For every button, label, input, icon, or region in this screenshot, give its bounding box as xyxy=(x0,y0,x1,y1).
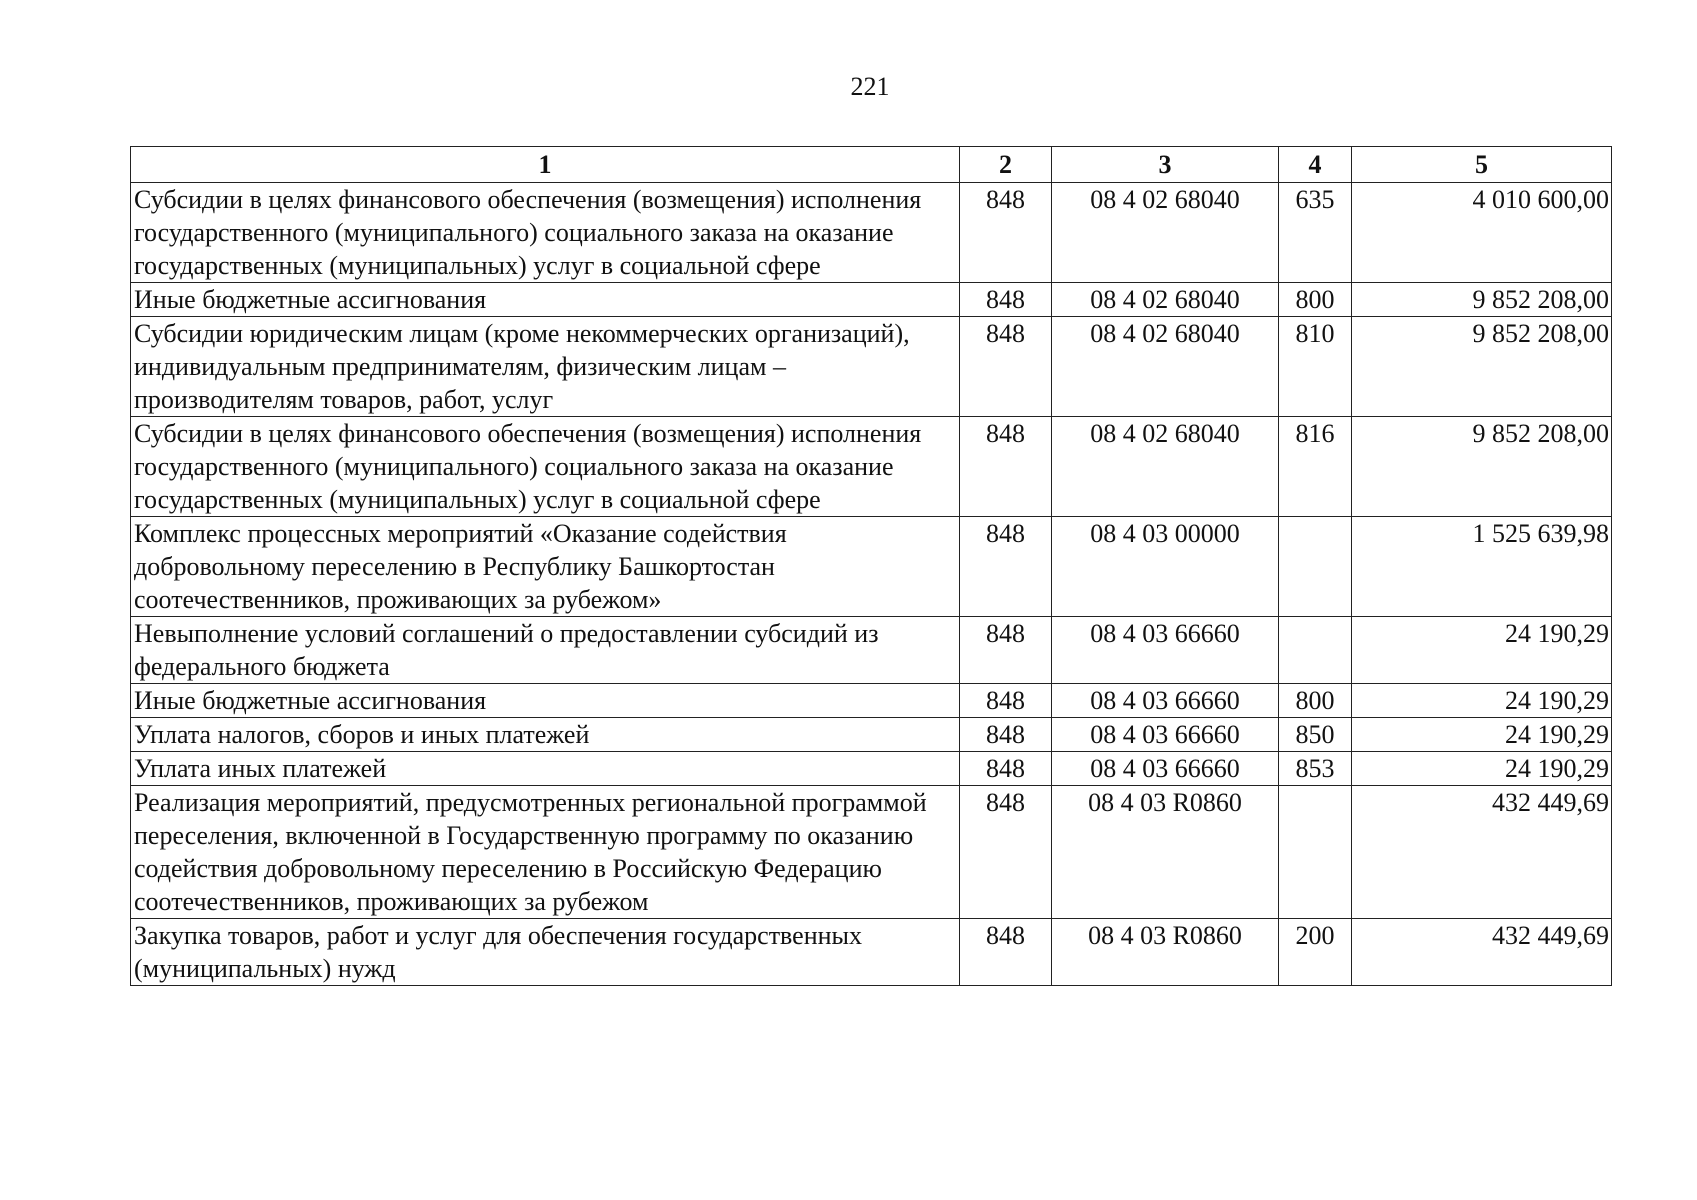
row-ministry-code: 848 xyxy=(960,417,1052,517)
header-col-1: 1 xyxy=(131,147,960,183)
row-amount: 432 449,69 xyxy=(1352,919,1612,986)
row-name: Невыполнение условий соглашений о предоставлении субсидий из федерального бюджета xyxy=(131,617,960,684)
row-ministry-code: 848 xyxy=(960,684,1052,718)
row-expense-type: 816 xyxy=(1279,417,1352,517)
row-target-code: 08 4 03 R0860 xyxy=(1052,786,1279,919)
row-expense-type: 200 xyxy=(1279,919,1352,986)
budget-table xyxy=(130,146,1612,986)
row-amount: 432 449,69 xyxy=(1352,786,1612,919)
row-name: Уплата иных платежей xyxy=(131,752,960,786)
row-target-code: 08 4 03 00000 xyxy=(1052,517,1279,617)
page-number: 221 xyxy=(850,72,890,101)
row-amount: 9 852 208,00 xyxy=(1352,417,1612,517)
row-expense-type: 850 xyxy=(1279,718,1352,752)
row-expense-type: 800 xyxy=(1279,684,1352,718)
row-amount: 9 852 208,00 xyxy=(1352,283,1612,317)
row-amount: 24 190,29 xyxy=(1352,684,1612,718)
table-row xyxy=(131,718,1612,752)
row-expense-type xyxy=(1279,517,1352,617)
table-row xyxy=(131,752,1612,786)
row-name: Субсидии в целях финансового обеспечения (возмещения) исполнения государственного (муниципального) социального заказа на оказание государственных (муниципальных) услуг в социальной сфере xyxy=(131,183,960,283)
row-amount: 9 852 208,00 xyxy=(1352,317,1612,417)
row-amount: 1 525 639,98 xyxy=(1352,517,1612,617)
row-ministry-code: 848 xyxy=(960,752,1052,786)
table-row xyxy=(131,317,1612,417)
header-row xyxy=(131,147,1612,183)
table-row xyxy=(131,617,1612,684)
row-ministry-code: 848 xyxy=(960,283,1052,317)
row-name: Реализация мероприятий, предусмотренных региональной программой переселения, включенной в Государственную программу по оказанию содействия добровольному переселению в Российскую Федерацию соотечественников, проживающих за рубежом xyxy=(131,786,960,919)
row-ministry-code: 848 xyxy=(960,718,1052,752)
row-name: Уплата налогов, сборов и иных платежей xyxy=(131,718,960,752)
row-target-code: 08 4 03 66660 xyxy=(1052,718,1279,752)
row-name: Закупка товаров, работ и услуг для обеспечения государственных (муниципальных) нужд xyxy=(131,919,960,986)
row-target-code: 08 4 03 R0860 xyxy=(1052,919,1279,986)
table-row xyxy=(131,517,1612,617)
row-name: Иные бюджетные ассигнования xyxy=(131,283,960,317)
row-expense-type: 635 xyxy=(1279,183,1352,283)
row-ministry-code: 848 xyxy=(960,617,1052,684)
row-target-code: 08 4 02 68040 xyxy=(1052,417,1279,517)
header-col-3: 3 xyxy=(1052,147,1279,183)
table-row xyxy=(131,919,1612,986)
row-name: Субсидии юридическим лицам (кроме некоммерческих организаций), индивидуальным предпринимателям, физическим лицам – производителям товаров, работ, услуг xyxy=(131,317,960,417)
row-ministry-code: 848 xyxy=(960,919,1052,986)
row-ministry-code: 848 xyxy=(960,786,1052,919)
row-name: Комплекс процессных мероприятий «Оказание содействия добровольному переселению в Республику Башкортостан соотечественников, проживающих за рубежом» xyxy=(131,517,960,617)
row-target-code: 08 4 03 66660 xyxy=(1052,684,1279,718)
header-col-2: 2 xyxy=(960,147,1052,183)
row-ministry-code: 848 xyxy=(960,183,1052,283)
row-target-code: 08 4 02 68040 xyxy=(1052,283,1279,317)
row-amount: 24 190,29 xyxy=(1352,752,1612,786)
row-amount: 24 190,29 xyxy=(1352,718,1612,752)
table-row xyxy=(131,183,1612,283)
table-row xyxy=(131,283,1612,317)
row-name: Иные бюджетные ассигнования xyxy=(131,684,960,718)
row-expense-type: 810 xyxy=(1279,317,1352,417)
row-ministry-code: 848 xyxy=(960,517,1052,617)
row-target-code: 08 4 02 68040 xyxy=(1052,183,1279,283)
row-expense-type xyxy=(1279,617,1352,684)
header-col-5: 5 xyxy=(1352,147,1612,183)
row-expense-type: 853 xyxy=(1279,752,1352,786)
row-name: Субсидии в целях финансового обеспечения (возмещения) исполнения государственного (муниципального) социального заказа на оказание государственных (муниципальных) услуг в социальной сфере xyxy=(131,417,960,517)
row-amount: 4 010 600,00 xyxy=(1352,183,1612,283)
row-target-code: 08 4 02 68040 xyxy=(1052,317,1279,417)
row-target-code: 08 4 03 66660 xyxy=(1052,752,1279,786)
row-ministry-code: 848 xyxy=(960,317,1052,417)
table-row xyxy=(131,786,1612,919)
row-amount: 24 190,29 xyxy=(1352,617,1612,684)
row-expense-type: 800 xyxy=(1279,283,1352,317)
row-expense-type xyxy=(1279,786,1352,919)
header-col-4: 4 xyxy=(1279,147,1352,183)
table-row xyxy=(131,684,1612,718)
row-target-code: 08 4 03 66660 xyxy=(1052,617,1279,684)
table-row xyxy=(131,417,1612,517)
